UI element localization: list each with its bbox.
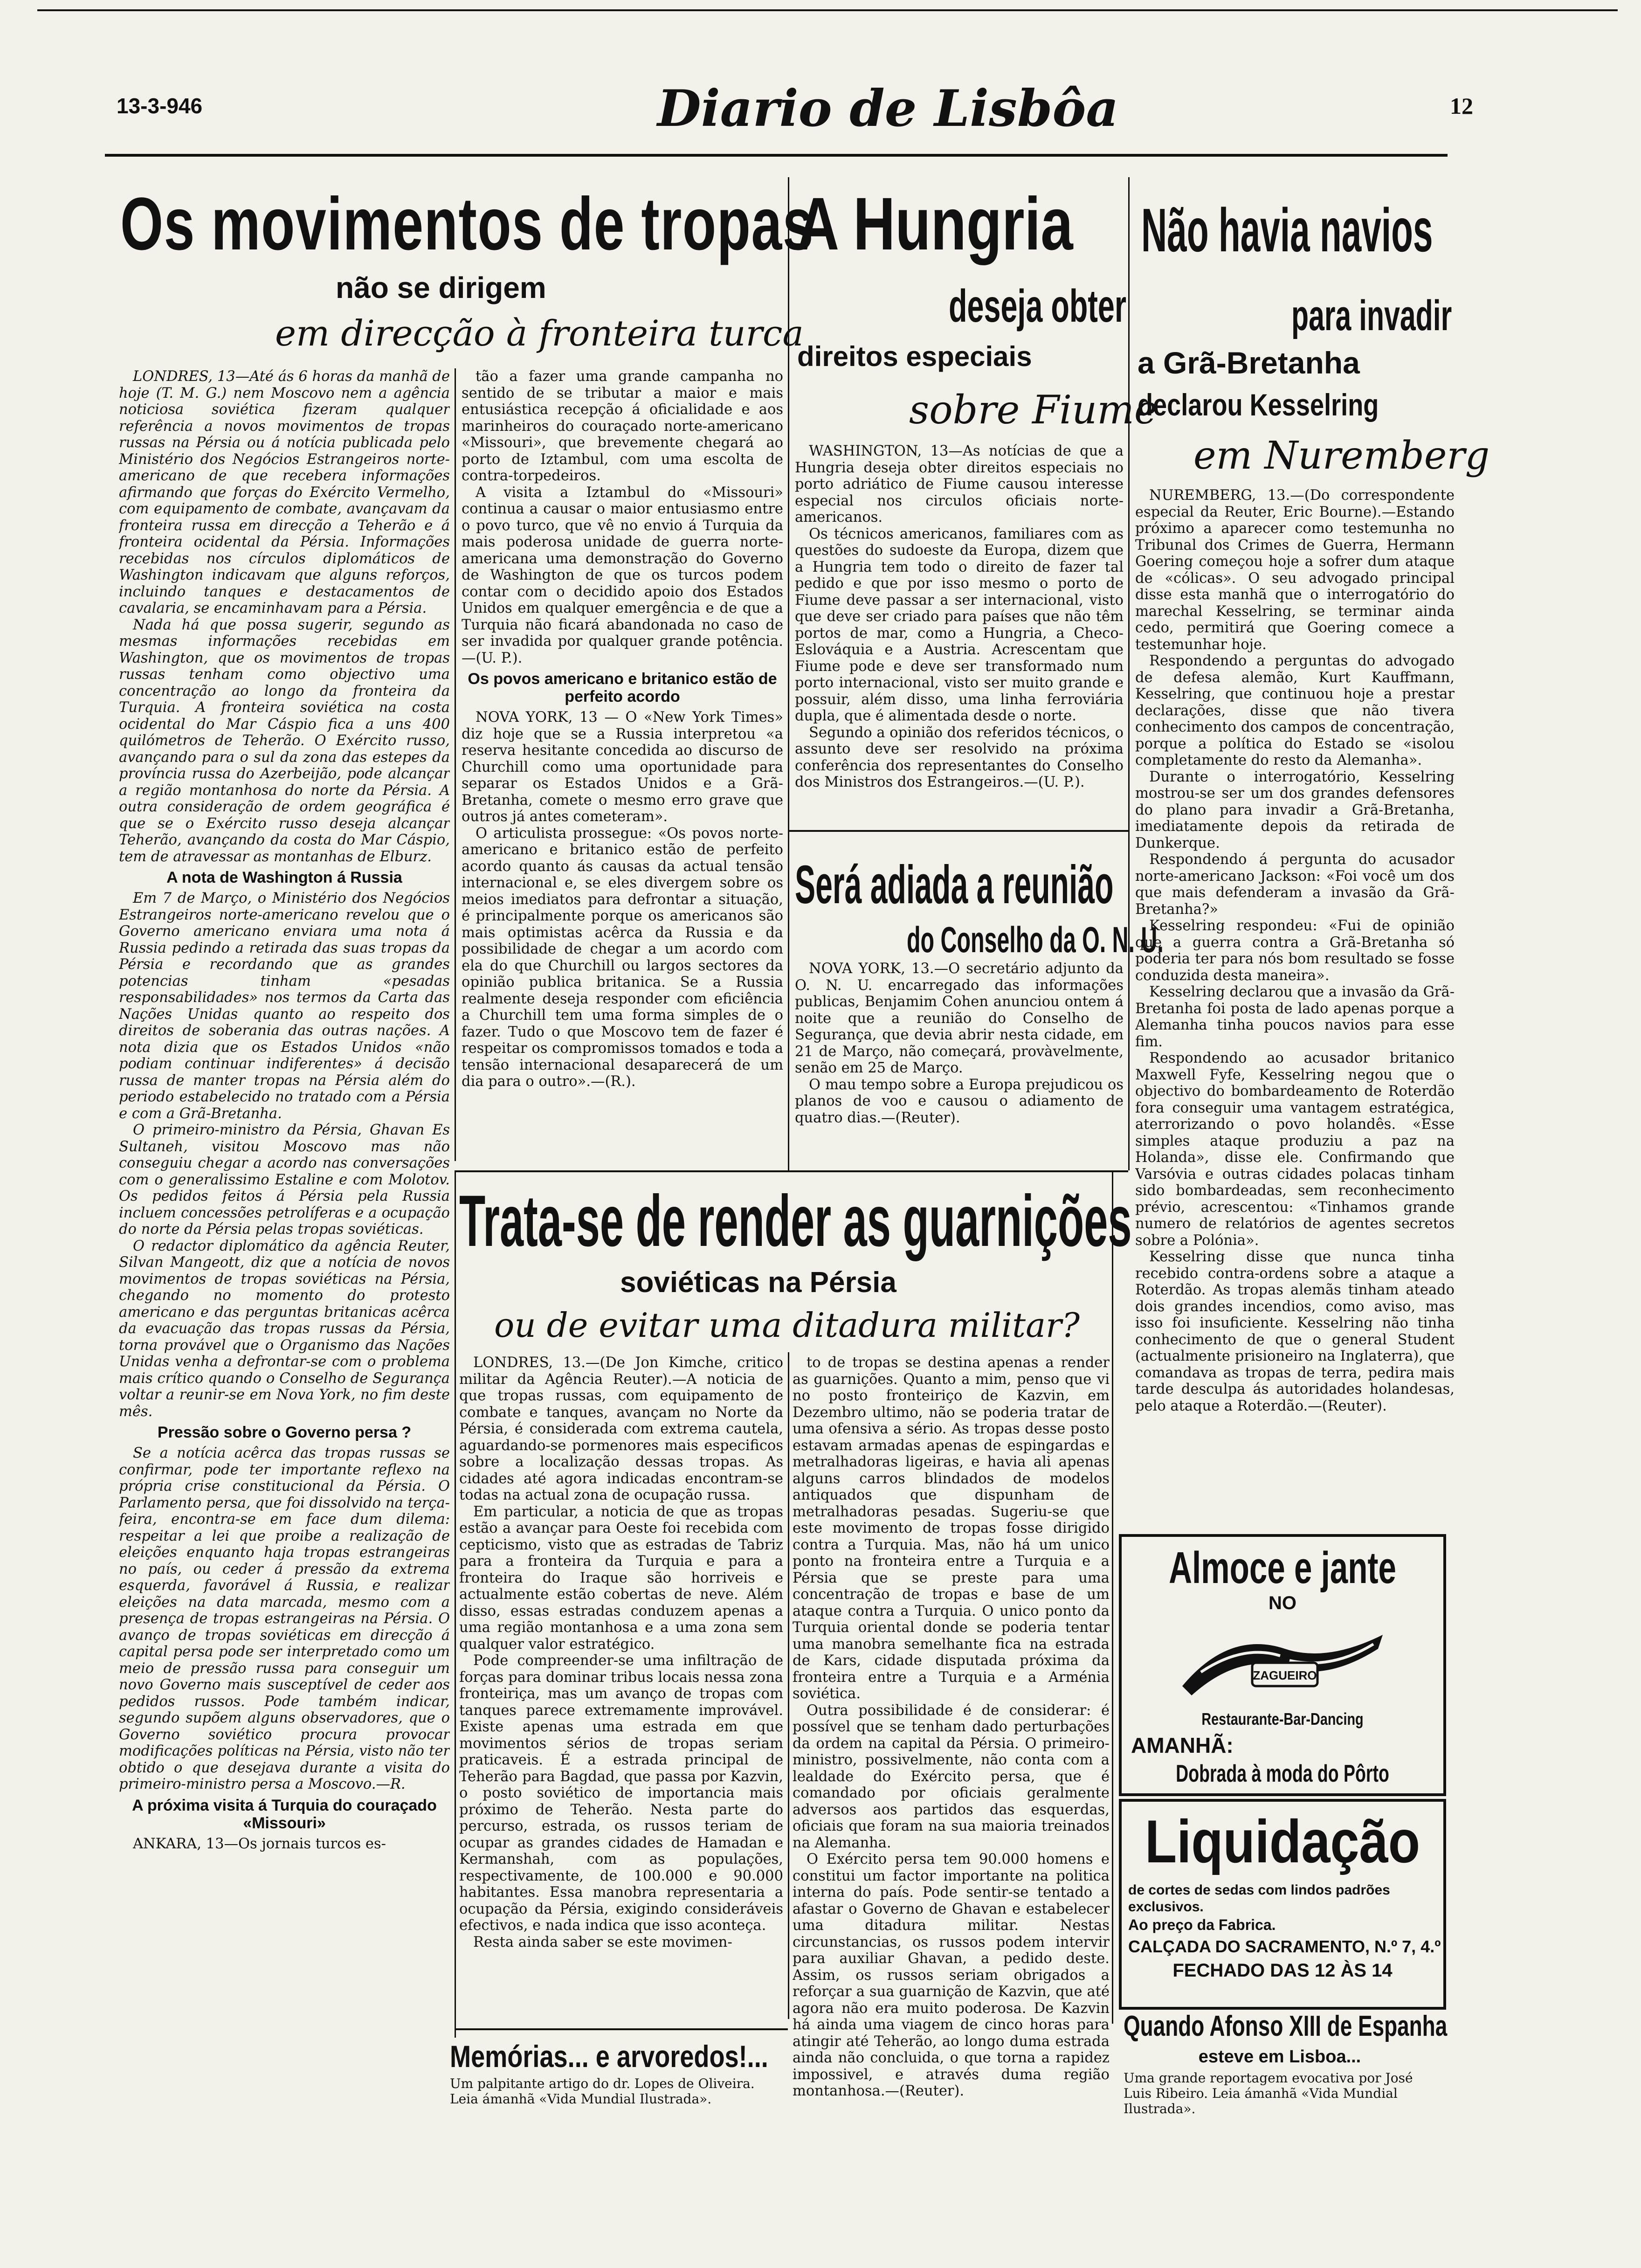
ad-dish: Dobrada à moda do Pôrto [1176,1760,1389,1787]
story3-body [795,961,1124,1166]
memorias-title: Memórias... e arvoredos!... [450,2039,768,2074]
paragraph: LONDRES, 13—Até ás 6 horas da manhã de hoje (T. M. G.) nem Moscovo nem a agência noticiosa soviética fizeram qualquer referência a novos movimentos de tropas russas na Pérsia ou á notícia publicada pelo Ministério dos Negócios Estrangeiros norte-americano de que recebera informações afirmando que forças do Exército Vermelho, com equipamento de combate, avançavam da fronteira russa em direcção a Teherão e á fronteira ocidental da Pérsia. Informações recebidas nos círculos diplomáticos de Washington indicavam que alguns reforços, incluindo tanques e destacamentos de cavalaria, se encaminhavam para a Pérsia. [119,368,450,616]
paragraph: Kesselring respondeu: «Fui de opinião que a guerra contra a Grã-Bretanha só poderia ter para nós bom resultado se fosse conduzida desta maneira». [1135,918,1455,984]
ad-restaurant: Restaurante-Bar-Dancing [1201,1709,1364,1729]
story2-body [795,443,1124,825]
story5-column-1 [459,1355,783,2026]
paragraph: Em particular, a noticia de que as tropas estão a avançar para Oeste foi recebida com cepticismo, visto que as estradas de Tabriz para a fronteira da Turquia e para a fronteira do Iraque são horriveis e actualmente estão cobertas de neve. Além disso, essas estradas conduzem apenas a uma região montanhosa e a uma zona sem qualquer valor estratégico. [459,1503,783,1653]
promo-subtitle: esteve em Lisboa... [1198,2047,1361,2067]
paragraph: tão a fazer uma grande campanha no sentido de se tributar a maior e mais entusiástica recepção á oficialidade e aos marinheiros do couraçado norte-americano «Missouri», que brevemente chegará ao porto de Iztambul, com uma escolta de contra-torpedeiros. [462,368,783,484]
paragraph: O primeiro-ministro da Pérsia, Ghavan Es Sultaneh, visitou Moscovo mas não conseguiu chegar a acordo nas conversações com o generalissimo Estaline e com Molotov. Os pedidos feitos á Pérsia pela Russia incluem concessões petrolíferas e a ocupação do norte da Pérsia pelas tropas soviéticas. [119,1122,450,1238]
crosshead: Os povos americano e britanico estão de perfeito acordo [468,670,777,705]
story1-subhead: não se dirigem [336,271,546,304]
paragraph: Em 7 de Março, o Ministério dos Negócios Estrangeiros norte-americano revelou que o Governo americano enviara uma nota á Russia pedindo a retirada das suas tropas da Pérsia e recordando que as grandes potencias tinham «pesadas responsabilidades» nos termos da Carta das Nações Unidas quanto ao respeito dos direitos de soberania das outras nações. A nota dizia que os Estados Unidos «não podiam continuar indiferentes» á decisão russa de manter tropas na Pérsia além do periodo estabelecido no tratado com a Pérsia e com a Grã-Bretanha. [119,890,450,1122]
story1-column-2 [462,368,783,1161]
paragraph: NOVA YORK, 13.—O secretário adjunto da O. N. U. encarregado das informações publicas, Benjamim Cohen anunciou ontem á noite que a reunião do Conselho de Segurança, que devia abrir nesta cidade, em 21 de Março, não começará, provàvelmente, senão em 25 de Março. [795,961,1124,1076]
newspaper-title: Diario de Lisbôa [657,79,1119,138]
paragraph: Outra possibilidade é de considerar: é possível que se tenham dado perturbações da ordem na capital da Pérsia. O primeiro-ministro, possivelmente, não conta com a lealdade do Exército persa, que é comandado por oficiais geralmente adversos aos partidos das esquerdas, oficiais que foram na sua maioria treinados na Alemanha. [793,1702,1110,1851]
section-rule [455,2028,788,2030]
paragraph: LONDRES, 13.—(De Jon Kimche, critico militar da Agência Reuter).—A noticia de que tropas russas, com equipamento de combate e tanques, avançam no Norte da Pérsia, é considerada com extrema cautela, aguardando-se pormenores mais especificos sobre a localização dessas tropas. As cidades até agora indicadas encontram-se todas na actual zona de ocupação russa. [459,1355,783,1503]
story3-subhead: do Conselho da O. N. U. [907,919,1164,960]
ad-no: NO [1269,1593,1296,1613]
section-rule [788,830,1128,832]
ad-hours: FECHADO DAS 12 ÀS 14 [1172,1960,1393,1981]
paragraph: Kesselring disse que nunca tinha recebido contra-ordens sobre a ataque a Roterdão. As tropas alemãs tinham ateado dois grandes incendios, como aviso, mas isso foi insuficiente. Kesselring não tinha conhecimento de que o general Student (actualmente prisioneiro na Inglaterra), que comandava as tropas de terra, pedira mais tarde desculpa ás autoridades holandesas, pelo ataque a Roterdão.—(Reuter). [1135,1249,1455,1414]
column-rule [788,1352,789,2019]
story4-subhead: a Grã-Bretanha [1138,346,1360,380]
paragraph: ANKARA, 13—Os jornais turcos es- [133,1835,386,1852]
story4-subhead-italic: em Nuremberg [1193,434,1490,478]
paragraph: O mau tempo sobre a Europa prejudicou os planos de voo e causou o adiamento de quatro dias.—(Reuter). [795,1076,1124,1126]
paragraph: Respondendo ao acusador britanico Maxwell Fyfe, Kesselring negou que o objectivo do bombardeamento de Roterdão fora conseguir uma vantagem estratégica, aterrorizando o povo holandês. «Esse simples ataque produziu a paz na Holanda», disse ele. Confirmando que Varsóvia e outras cidades polacas tinham sido bombardeadas, sem reconhecimento prévio, acrescentou: «Tinhamos grande numero de relatórios de agentes secretos sobre a Polónia». [1135,1050,1455,1249]
issue-date: 13-3-946 [117,94,203,118]
story2-headline: A Hungria [797,182,1073,265]
paragraph: Nada há que possa sugerir, segundo as mesmas informações recebidas em Washington, que os movimentos de tropas russas tenham como objectivo uma concentração ao longo da fronteira da Turquia. A fronteira soviética na costa ocidental do Mar Cáspio fica a uns 400 quilómetros de Teherão. O Exército russo, avançando para o sul da zona das estepes da província russa do Azerbeijão, pode alcançar a região montanhosa do norte da Pérsia. A outra consideração de ordem geográfica é que se o Exército russo deseja alcançar Teherão, avançando da costa do Mar Cáspio, tem de atravessar as montanhas de Elburz. [119,616,450,865]
logo-text: ZAGUEIRO [1253,1668,1317,1682]
paragraph: Respondendo a perguntas do advogado de defesa alemão, Kurt Kauffmann, Kesselring, que continuou hoje a prestar declarações, disse que não tivera conhecimento dos campos de concentração, porque a política do Estado se «isolou completamente do resto da Alemanha». [1135,653,1455,768]
masthead-rule [105,154,1448,157]
story2-subhead: direitos especiais [797,341,1032,372]
paragraph: O Exército persa tem 90.000 homens e constitui um factor importante na politica interna do país. Pode sentir-se tentado a afastar o Governo de Ghavan e estabelecer uma ditadura militar. Nestas circunstancias, os russos podem intervir para auxiliar Ghavan, a pedido deste. Assim, os russos seriam obrigados a reforçar a sua guarnição de Kazvin, que até agora não era muito poderosa. De Kazvin há ainda uma viagem de cinco horas para atingir até Teherão, ao longo duma estrada ainda não concluida, o que torna a rapidez impossivel, e através duma região montanhosa.—(Reuter). [793,1851,1110,2099]
story5-column-2 [793,1355,1110,2147]
paragraph: to de tropas se destina apenas a render as guarnições. Quanto a mim, penso que vi no posto fronteiriço de Kazvin, em Dezembro ultimo, não se poderia tratar de uma ofensiva a sério. As tropas desse posto estavam armadas apenas de espingardas e metralhadoras ligeiras, e havia ali apenas alguns carros blindados de modelos antiquados que dispunham de metralhadoras pesadas. Sugeriu-se que este movimento de tropas fosse dirigido contra a Turquia. Mas, não há um unico ponto na fronteira entre a Turquia e a Pérsia que se preste para uma concentração de tropas e base de um ataque contra a Turquia. O unico ponto da Turquia oriental donde se poderia tentar uma manobra semelhante fica na estrada de Kars, cidade disputada próxima da fronteira entre a Turquia e a Arménia soviética. [793,1355,1110,1702]
promo-title: Quando Afonso XIII de Espanha [1124,2010,1448,2042]
story4-subhead: declarou Kesselring [1138,387,1379,422]
promo-body: Uma grande reportagem evocativa por José Luis Ribeiro. Leia ámanhã «Vida Mundial Ilustrada». [1124,2070,1413,2116]
crosshead: Pressão sobre o Governo persa ? [157,1424,412,1441]
ad-tomorrow: AMANHÃ: [1131,1733,1234,1757]
column-rule [455,1170,456,2038]
crosshead: A nota de Washington á Russia [166,869,402,886]
paragraph: Durante o interrogatório, Kesselring mostrou-se ser um dos grandes defensores do plano para invadir a Grã-Bretanha, imediatamente depois da retirada de Dunkerque. [1135,768,1455,851]
column-rule [1128,177,1130,1170]
ad-line: Ao preço da Fabrica. [1128,1916,1276,1933]
story3-headline: Será adiada a reunião [795,854,1114,915]
paragraph: Os técnicos americanos, familiares com as questões do sudoeste da Europa, dizem que a Hungria tem todo o direito de fazer tal pedido e que por isso mesmo o porto de Fiume deve passar a ser internacional, visto que deve ser criado para países que não têm portos de mar, como a Hungria, a Checo-Eslováquia e a Austria. Acrescentam que Fiume pode e deve ser transformado num porto internacional, visto ser muito grande e possuir, além disso, uma linha ferroviária dupla, que é alimentada desde o norte. [795,526,1124,724]
ad-address: CALÇADA DO SACRAMENTO, N.º 7, 4.º [1128,1937,1441,1956]
story5-subhead-italic: ou de evitar uma ditadura militar? [494,1306,1080,1345]
story2-subhead-italic: sobre Fiume [909,387,1158,433]
story1-subhead-italic: em direcção à fronteira turca [275,312,804,354]
story4-headline: Não havia navios [1141,196,1433,264]
crosshead: A próxima visita á Turquia do couraçado «Missouri» [132,1796,437,1832]
page-number: 12 [1450,93,1473,119]
paragraph: O articulista prossegue: «Os povos norte-americano e britanico estão de perfeito acordo quanto ás causas da actual tensão internacional e, se eles divergem sobre os meios imediatos para defrontar a situação, é principalmente porque os americanos são mais optimistas acêrca da Russia e da possibilidade de chegar a um acordo com ela do que Churchill ou largos sectores da opinião publica britanica. Se a Russia realmente deseja responder com eficiência a Churchill tem uma forma simples de o fazer. Tudo o que Moscovo tem de fazer é respeitar os compromissos tomados e toda a tensão internacional desaparecerá de um dia para o outro».—(R.). [462,825,783,1090]
paragraph: Resta ainda saber se este movimen- [473,1934,732,1950]
paragraph: O redactor diplomático da agência Reuter, Silvan Mangeott, diz que a notícia de novos movimentos de tropas soviéticas na Pérsia, chegando no momento do protesto americano e das perguntas britanicas acêrca da evacuação das tropas russas da Pérsia, torna provável que o Organismo das Nações Unidas venha a defrontar-se com o problema mais crítico quando o Conselho de Segurança voltar a reunir-se em Nova York, no fim deste mês. [119,1238,450,1420]
story1-column-1 [119,368,450,2122]
paragraph: A visita a Iztambul do «Missouri» continua a causar o maior entusiasmo entre o povo turco, que vê no envio á Turquia da mais poderosa unidade de guerra norte-americana uma demonstração do Governo de Washington de que os turcos podem contar com o decidido apoio dos Estados Unidos em qualquer emergência e de que a Turquia não ficará abandonada no caso de ser invadida por qualquer grande potência.—(U. P.). [462,484,783,666]
paragraph: Respondendo á pergunta do acusador norte-americano Jackson: «Foi você um dos que mais defenderam a invasão da Grã-Bretanha?» [1135,851,1455,918]
paragraph: NUREMBERG, 13.—(Do correspondente especial da Reuter, Eric Bourne).—Estando próximo a aparecer como testemunha no Tribunal dos Crimes de Guerra, Hermann Goering começou hoje a sofrer dum ataque de «cólicas». O seu advogado principal disse esta manhã que o interrogatório do marechal Kesselring, se terminar ainda cedo, permitirá que Goering comece a testemunhar hoje. [1135,487,1455,653]
memorias-body: Um palpitante artigo do dr. Lopes de Oliveira. Leia ámanhã «Vida Mundial Ilustrada». [450,2076,755,2107]
story5-headline: Trata-se de render as guarnições [459,1181,1132,1262]
story4-subhead: para invadir [1291,292,1452,339]
paragraph: Kesselring declarou que a invasão da Grã-Bretanha foi posta de lado apenas porque a Alemanha tinha poucos navios para esse fim. [1135,984,1455,1050]
ad-title: Almoce e jante [1169,1543,1396,1593]
paragraph: NOVA YORK, 13 — O «New York Times» diz hoje que se a Russia interpretou «a reserva hesitante concedida ao discurso de Churchill como uma oportunidade para separar os Estados Unidos e a Grã-Bretanha, comete o mesmo erro grave que outros já antes cometeram». [462,709,783,825]
paragraph: Pode compreender-se uma infiltração de forças para dominar tribus locais nessa zona fronteiriça, mas um avanço de tropas com tanques parece extremamente improvável. Existe apenas uma estrada em que movimentos sérios de tropas seriam praticaveis. É a estrada principal de Teherão para Bagdad, que passa por Kazvin, o posto soviético de importancia mais próximo de Teherão. Nesta parte do percurso, estrada, os russos teriam de ocupar as grandes cidades de Hamadan e Kermanshah, com as populações, respectivamente, de 100.000 e 90.000 habitantes. Essa manobra representaria a ocupação da Pérsia, exigindo consideráveis efectivos, e nada indica que isso aconteça. [459,1653,783,1934]
ad-line: de cortes de sedas com lindos padrões exclusivos. [1128,1882,1390,1915]
story1-headline: Os movimentos de tropas [120,182,814,265]
column-rule [1112,1170,1113,2024]
story5-subhead: soviéticas na Pérsia [620,1266,896,1299]
top-rule [37,9,1618,11]
restaurant-logo-icon [1173,1616,1392,1705]
column-rule [455,368,456,1161]
paragraph: WASHINGTON, 13—As notícias de que a Hungria deseja obter direitos especiais no porto adriático de Fiume causou interesse especial nos circulos oficiais norte-americanos. [795,443,1124,526]
paragraph: Segundo a opinião dos referidos técnicos, o assunto deve ser resolvido na próxima conferência dos representantes do Conselho dos Ministros dos Estrangeiros.—(U. P.). [795,724,1124,790]
paragraph: Se a notícia acêrca das tropas russas se confirmar, pode ter importante reflexo na própria crise constitucional da Pérsia. O Parlamento persa, que foi dissolvido na terça-feira, encontra-se em face dum dilema: respeitar a lei que proibe a realização de eleições enquanto haja tropas estrangeiras no país, ou ceder á pressão da extrema esquerda, favorável á Russia, e realizar eleições na data marcada, mesmo com a presença de tropas estrangeiras na Pérsia. O avanço de tropas soviéticas em direcção á capital persa pode ser interpretado como um meio de pressão russa para conseguir um novo Governo mais susceptível de ceder aos pedidos russos. Pode também indicar, segundo supõem alguns observadores, que o Governo soviético procura provocar modificações políticas na Pérsia, visto não ter obtido o que desejava durante a visita do primeiro-ministro persa a Moscovo.—R. [119,1445,450,1792]
story2-subhead: deseja obter [949,280,1127,332]
section-rule [455,1170,1128,1172]
story4-body [1135,487,1455,1527]
ad-liquidacao [1119,1799,1446,2010]
ad-title: Liquidação [1145,1807,1420,1875]
ad-almoce-e-jante [1119,1534,1446,1796]
